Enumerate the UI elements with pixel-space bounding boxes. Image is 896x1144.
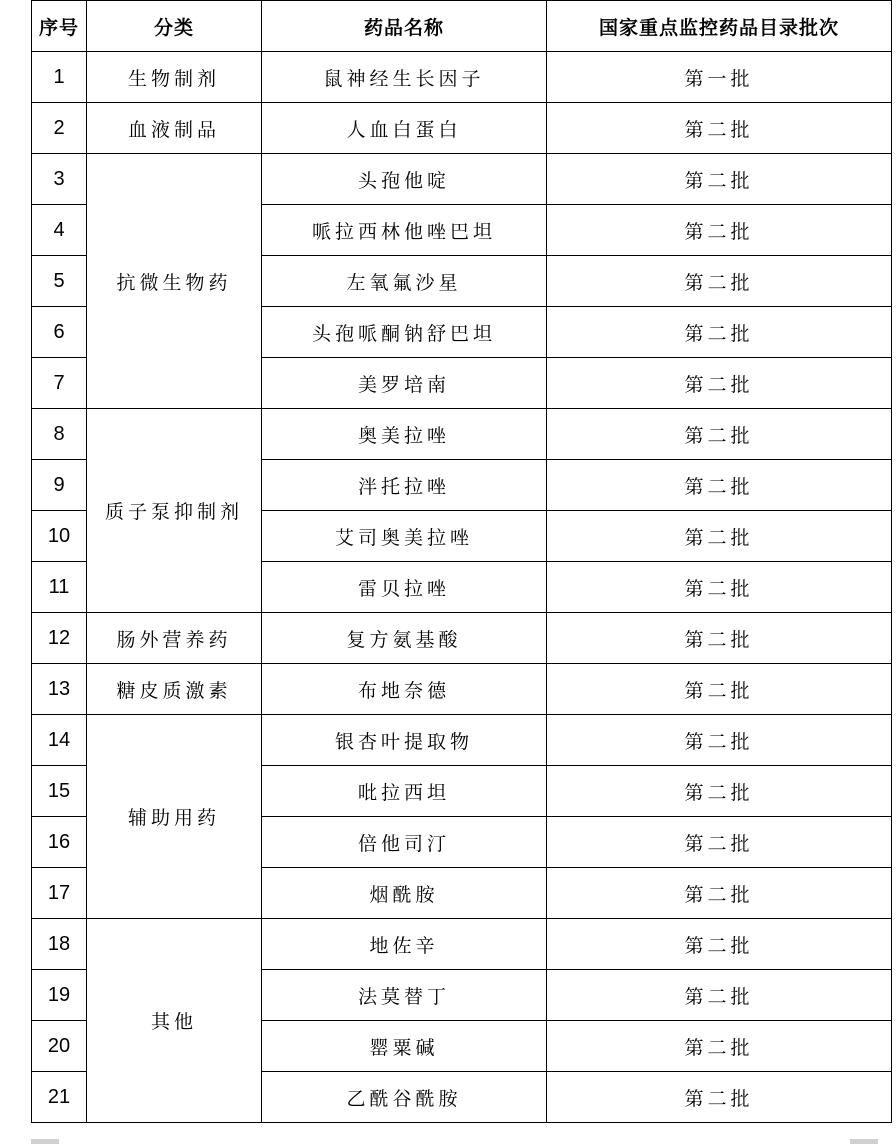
row-batch: 第二批 bbox=[547, 460, 892, 511]
row-drug-name: 布地奈德 bbox=[262, 664, 547, 715]
row-drug-name: 泮托拉唑 bbox=[262, 460, 547, 511]
row-category: 肠外营养药 bbox=[87, 613, 262, 664]
page-edge-mark-left bbox=[31, 1139, 59, 1144]
row-seq: 14 bbox=[32, 715, 87, 766]
row-seq: 16 bbox=[32, 817, 87, 868]
table-row bbox=[32, 52, 892, 103]
row-batch: 第二批 bbox=[547, 868, 892, 919]
table-header-row bbox=[32, 1, 892, 52]
row-seq: 4 bbox=[32, 205, 87, 256]
row-seq: 13 bbox=[32, 664, 87, 715]
table-row bbox=[32, 919, 892, 970]
drug-monitoring-table bbox=[31, 0, 892, 1123]
row-batch: 第二批 bbox=[547, 409, 892, 460]
row-drug-name: 法莫替丁 bbox=[262, 970, 547, 1021]
row-seq: 6 bbox=[32, 307, 87, 358]
header-category: 分类 bbox=[87, 1, 262, 52]
header-drug-name: 药品名称 bbox=[262, 1, 547, 52]
row-batch: 第二批 bbox=[547, 715, 892, 766]
row-seq: 5 bbox=[32, 256, 87, 307]
row-drug-name: 烟酰胺 bbox=[262, 868, 547, 919]
row-seq: 9 bbox=[32, 460, 87, 511]
row-drug-name: 人血白蛋白 bbox=[262, 103, 547, 154]
header-seq: 序号 bbox=[32, 1, 87, 52]
row-drug-name: 哌拉西林他唑巴坦 bbox=[262, 205, 547, 256]
row-category: 生物制剂 bbox=[87, 52, 262, 103]
row-seq: 7 bbox=[32, 358, 87, 409]
row-batch: 第二批 bbox=[547, 1021, 892, 1072]
row-seq: 15 bbox=[32, 766, 87, 817]
row-seq: 1 bbox=[32, 52, 87, 103]
row-seq: 18 bbox=[32, 919, 87, 970]
row-seq: 19 bbox=[32, 970, 87, 1021]
row-drug-name: 罂粟碱 bbox=[262, 1021, 547, 1072]
table-row bbox=[32, 613, 892, 664]
row-drug-name: 头孢他啶 bbox=[262, 154, 547, 205]
row-batch: 第二批 bbox=[547, 205, 892, 256]
table-row bbox=[32, 715, 892, 766]
row-drug-name: 头孢哌酮钠舒巴坦 bbox=[262, 307, 547, 358]
row-drug-name: 倍他司汀 bbox=[262, 817, 547, 868]
row-batch: 第二批 bbox=[547, 664, 892, 715]
row-batch: 第二批 bbox=[547, 307, 892, 358]
row-batch: 第二批 bbox=[547, 154, 892, 205]
row-batch: 第二批 bbox=[547, 817, 892, 868]
row-drug-name: 鼠神经生长因子 bbox=[262, 52, 547, 103]
row-batch: 第二批 bbox=[547, 256, 892, 307]
row-drug-name: 艾司奥美拉唑 bbox=[262, 511, 547, 562]
row-drug-name: 吡拉西坦 bbox=[262, 766, 547, 817]
row-seq: 11 bbox=[32, 562, 87, 613]
header-batch: 国家重点监控药品目录批次 bbox=[547, 1, 892, 52]
row-seq: 3 bbox=[32, 154, 87, 205]
row-drug-name: 乙酰谷酰胺 bbox=[262, 1072, 547, 1123]
row-drug-name: 复方氨基酸 bbox=[262, 613, 547, 664]
row-seq: 10 bbox=[32, 511, 87, 562]
table-row bbox=[32, 103, 892, 154]
row-seq: 17 bbox=[32, 868, 87, 919]
row-category: 其他 bbox=[87, 919, 262, 1123]
row-batch: 第二批 bbox=[547, 766, 892, 817]
row-drug-name: 美罗培南 bbox=[262, 358, 547, 409]
table-row bbox=[32, 664, 892, 715]
row-category: 质子泵抑制剂 bbox=[87, 409, 262, 613]
row-drug-name: 雷贝拉唑 bbox=[262, 562, 547, 613]
table-row bbox=[32, 154, 892, 205]
row-category: 血液制品 bbox=[87, 103, 262, 154]
row-drug-name: 奥美拉唑 bbox=[262, 409, 547, 460]
row-category: 辅助用药 bbox=[87, 715, 262, 919]
row-batch: 第二批 bbox=[547, 358, 892, 409]
row-category: 糖皮质激素 bbox=[87, 664, 262, 715]
row-seq: 20 bbox=[32, 1021, 87, 1072]
page-edge-mark-right bbox=[850, 1139, 878, 1144]
row-batch: 第二批 bbox=[547, 1072, 892, 1123]
row-batch: 第二批 bbox=[547, 103, 892, 154]
row-drug-name: 地佐辛 bbox=[262, 919, 547, 970]
row-drug-name: 银杏叶提取物 bbox=[262, 715, 547, 766]
row-batch: 第二批 bbox=[547, 919, 892, 970]
row-batch: 第一批 bbox=[547, 52, 892, 103]
row-batch: 第二批 bbox=[547, 511, 892, 562]
row-batch: 第二批 bbox=[547, 613, 892, 664]
row-category: 抗微生物药 bbox=[87, 154, 262, 409]
table-row bbox=[32, 409, 892, 460]
row-batch: 第二批 bbox=[547, 562, 892, 613]
row-seq: 2 bbox=[32, 103, 87, 154]
row-seq: 8 bbox=[32, 409, 87, 460]
row-batch: 第二批 bbox=[547, 970, 892, 1021]
row-seq: 12 bbox=[32, 613, 87, 664]
row-seq: 21 bbox=[32, 1072, 87, 1123]
row-drug-name: 左氧氟沙星 bbox=[262, 256, 547, 307]
